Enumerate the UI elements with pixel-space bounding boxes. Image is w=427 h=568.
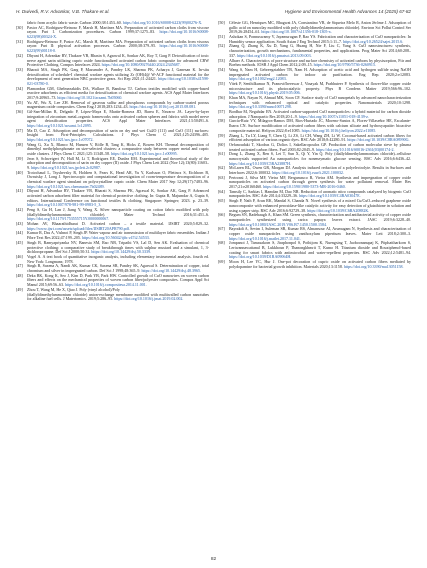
reference-text: Mohan AV, Bhaarathidhurai D. Activated carbon – a textile material. IJSIRT 2020;5:829–32. [27,221,209,227]
reference-entry [218,241,411,259]
reference-doi-link[interactable]: https://doi.org/10.1016/S0008-6223(99)00276-X. [122,21,203,25]
reference-entry [218,260,411,269]
reference-entry [218,68,411,82]
reference-entry [16,208,209,222]
reference-text: Jeon S, Schweigert IV, Hall M, Li T, Rodriguez EE, Dunlea EM. Experimental and theoretical study of the adsorption and decomposition of sarin on dry copper (II) oxide. J Phys Chem Lett 2022 (Nov 12);13(80):11603–9. [27,155,209,170]
reference-doi-link[interactable]: https://doi.org/10.1016/j.cej.2015.08.081. [129,104,197,110]
reference-text: Rodríguez-Reinoso F, Pastor AC, Marsh H, Martínez MA. Preparation of activated carbon cloths from viscous rayon: Part II: physical activation processes. Carbon 2000;38:379–95. [27,38,209,49]
reference-text: Vitek P, Senthilkumar N, Pranovičheeswar J, Vinayak M, Prabhuteer P. Synthesis of flower-like copper oxide microstructure and its photocatalytic property. Phys B Condens Matter 2019;566:96–102. [229,80,411,91]
reference-text: Pertronsi J, Silva MF, Vieira MF, Bergamasco R, Vieira AM. Synthesis and impregnation of copper oxide nanoparticles on activated carbon through green synthesis for water pollutant removal. Mater Res 2017;21:e20160460. [229,174,411,190]
reference-text: Jompanoi J, Tamasakorn S, Jiraphonpol S, Pothijom K, Nuengsing T, Jaoboonanupaj K, Pitphattharkorn S, Lertwannawattanal B, Lukkhoun P, Thanongkhmrit T, Kumo H. Titanium dioxide and Rouxiphenol-based coating for smart fabrics with antimicrobial and water-repellent properties. RSC Adv 2022;12:5481–94. [229,240,411,255]
reference-text: Yu AT, Wu X, Lee ZH. Removal of gaseous sulfur and phosphorus compounds by carbon-coated porous magnesium oxide composites. Chem Eng J 2018;283:1234–43. [27,99,209,110]
reference-doi-link[interactable]: https://doi.org/10.1016/j.physb.2019.05.006. [229,90,301,96]
reference-doi-link[interactable]: https://doi.org/10.1039/C8RA08990G. [347,137,410,143]
reference-text: Moon H, Lee YC, Hur J. One-pot decoration of cupric oxide on activated carbon fibers mediated by polydopamine for bacterial growth inhibition. Materials 2020;13:1158. [229,259,411,269]
reference-number: [57] [218,109,225,115]
reference-entry [218,119,411,133]
reference-doi-link[interactable]: https://doi.org/10.1021/acs.chemmater.7b02489. [27,183,105,189]
reference-number: [56] [218,95,225,100]
reference-doi-link[interactable]: https://doi.org/10.3390/ma13051158. [343,263,404,269]
reference-entry [16,293,209,302]
reference-text: Pastor AC, Rodríguez-Reinoso F, Marsh H, Martínez MA. Preparation of activated carbon cloths from viscose rayon. Part I. Carbonization procedures. Carbon 1999;37:1275–83. [27,24,209,35]
reference-number: [52] [218,43,225,49]
reference-text: Vogel A. A text book of quantitative inorganic analysis, including elementary instrumental analysis. fourth ed. New York: Longmans; 1978. [27,253,209,264]
reference-doi-link[interactable]: https://doi.org/10.1590/1980-5373-MR-2016-0460. [263,184,346,190]
reference-entry [218,213,411,227]
reference-number: [67] [218,226,225,232]
reference-entry [218,21,411,35]
reference-number: [40] [16,169,23,175]
reference-text: Plamondon GM, Ghelmezakidis DA, Wallace B, Bandosz TJ. Carbon textiles modified with copper-based reactive adsorbents as efficient media for detoxification of chemical warfare agents. ACS Appl Mater Interfaces 2017;9:20965–73. [27,85,209,100]
reference-number: [47] [16,263,23,269]
reference-number: [68] [218,240,225,246]
reference-doi-link[interactable]: https://doi.org/10.14429/dsj.50.3339. [91,249,151,255]
reference-entry [218,96,411,110]
reference-doi-link[interactable]: https://doi.org/10.56042/ijftr.v47i2.54533. [81,235,150,241]
reference-number: [69] [218,259,225,265]
reference-text: Oefanoudaki T, Skodras G, Dolios I, Sakellaropoulos GP. Production of carbon molecular sieve by plasma treated activated carbon fibers. Fuel 2003;82:2045–9. [229,141,411,152]
reference-number: [33] [16,66,23,72]
reference-text: Zhang Q, Zhang K, Xu D, Yang G, Huang H, Nie F, Liu C, Yang S. CuO nanostructures: synthesis, characterization, growth mechanisms, fundamental properties, and applications. Prog Mater Sci 2014;60:208–337. [229,43,411,58]
reference-entry [16,87,209,101]
reference-doi-link[interactable]: https://doi.org/10.1007/978-981-99-0983-5_3. [27,202,102,208]
reference-text: Begum SN, Radebaugh A, Khan SM. Green synthesis, characterization and antibacterial activity of copper oxide nanoparticles synthesized using carica papaya leaves extract. JASC 2019;6:3228–40. [229,212,411,222]
reference-doi-link[interactable]: https://doi.org/10.1016/S0016-2361(03)00174-2. [315,146,395,152]
reference-number: [62] [218,165,225,171]
reference-doi-link[interactable]: https://doi.org/10.1021/acsami.1c12095. [27,122,92,128]
reference-doi-link[interactable]: https://doi.org/10.1038/s41598-021-03780-0. [27,76,209,86]
reference-number: [37] [16,127,23,133]
reference-text: Khan MA, Nayan N, Ahmad MK, Soon CF. Surface study of CuO nanopetals by advanced nanocharacterization techniques with enhanced optical and catalytic properties. Nanomaterials 2020;10:1298. [229,95,411,105]
reference-number: [49] [16,286,23,292]
reference-text: Ma D, Cao Z. Adsorption and decomposition of sarin on dry and wet Cu2O (111) and CuO (111) surfaces: Insight from First-Principles Calculations. J Phys Chem C 2021;125:24396–405. [27,127,209,138]
reference-entry [16,26,209,40]
reference-number: [31] [16,38,23,44]
reference-entry [16,129,209,143]
reference-text: Dhyani H, Advankar RV, Thakare VB, Bhasin S, Agarwal K, Sonkar AK, Roy T, Garg P. Detoxification of toxic nerve agent sarin utilizing cupric oxide functionalized activated carbon fabric composite for advanced CBW Protective Clothing. Compos Interfaces 2024. [27,52,209,68]
reference-text: Dhyani H, Advankar RV, Thakare VB, Bharati S, Sharma PK, Agrawal K, Sonkar AK, Garg P. Advanced activated carbon adsorbent filter material for chemical protective clothing. In: Gupta R, Majumdar A, Gupta S, editors. International Conference on functional textiles & clothing. Singapore: Springer; 2023. p. 23–39. [27,188,209,203]
reference-entry [16,110,209,128]
reference-number: [50] [218,21,225,25]
reference-doi-link[interactable]: https://doi.org/10.1080/09276440.2024.2345687. [101,62,181,68]
reference-entry [218,152,411,166]
reference-doi-link[interactable]: https://doi.org/10.1016/S0008-6223(98)00324-X. [27,29,209,40]
reference-text: Singh P, Nath P, Arun RK, Mandal S, Chanda N. Novel synthesis of a mixed Cu/CuO–reduced graphene oxide nanocomposite with enhanced peroxidase-like catalytic activity for easy detection of glutathione in solution and using a paper strip. RSC Adv 2016;6:92729–38. [229,198,411,213]
reference-text: García-Ruiz VY, Milagros-Ramos DM, Rios-Hurtado JC, Moreno-Santos A, Flores-Villaseñor HE, Escalante-Ibarra CN. Surface modification of activated carbon fibers with calcium silicate and hydroxyapatite: bioactive composite material. Heliyon 2022;8:e11085. [229,118,411,133]
reference-column-left [16,21,209,555]
reference-number: [66] [218,212,225,218]
reference-number: [45] [16,239,23,245]
reference-text: Zhou T, Wang M, He X, Qiao J. Poly (vinyl alcohol)/Poly [27,286,120,292]
reference-entry [218,199,411,213]
reference-text: Ashokan S, Ponnuswamy V, Jayamurugan P, Rao YS. Fabrication and characterization of CuO nanoparticles: In Humidity sensor application. South Asian J Eng Technol 2015;1:11–7. [229,34,411,44]
reference-entry [16,241,209,255]
reference-doi-link[interactable]: https://doi.org/10.1039/C4RA03047E. [299,193,361,199]
reference-number: [59] [218,132,225,138]
reference-entry [16,40,209,54]
reference-doi-link[interactable]: https://doi.org/10.3390/nano10071298. [229,104,292,110]
reference-columns [16,21,411,555]
reference-doi-link[interactable]: https://doi.org/10.1039/D1RA09064H. [229,254,292,260]
page-number: 82 [210,557,217,562]
reference-text: Wang S, Nam H, Gebreegziabher TB, Nam H. Adsorption of acetic acid and hydrogen sulfide using NaOH impregnated activated carbon for indoor air purification. Eng Rep. 2020;2:e12083. [229,66,411,77]
reference-doi-link[interactable]: https://doi.org/10.1021/acs.jpclett.2c02987. [31,164,101,170]
reference-doi-link[interactable]: https://doi.org/10.1016/j.pmatsci.2013.09.003. [237,52,312,58]
reference-doi-link[interactable]: https://doi.org/10.1016/S0008-6223(99)00118-0. [27,43,209,54]
reference-number: [58] [218,118,225,124]
header-authors: H. Dwivedi, R.V. Advankar, V.B. Thakare et al. [16,9,110,14]
reference-text: Wang G, Xu X, Blanco M, Hansen V, Rölle B, Tang K, Hicks Z, Bowen KH. Thermal decomposition of dimethyl methylphosphonate on size-selected clusters: a comparative study between copper metal and cupric oxide clusters. J Phys Chem C 2021;125:11348–58. [27,141,209,156]
reference-text: Céleste GG, Henriques MC, Bhagwat JA, Constantino VR, de Siqueira Melo R, Anton Jérôme J. Adsorption of gallic acid on nanoclay modified with poly (diallyldimethylammonium chloride). Environ Sci Pollut Control Ser 2019;26:28454–61. [229,21,411,35]
reference-text: Bayrakdi A, Sevim I, Suleman SB, Kumar RS, Almansour AI, Arumugam N, Synthesis and characterization of copper oxide nanoparticles using zanthoxylum piperitum leaves. Mater Lett 2018;2:300–3. [229,226,411,236]
reference-entry [16,68,209,86]
reference-text: Bordbar M, Negahdar EN. Activated carbon-supported CuO nanoparticles: a hybrid material for carbon dioxide adsorption. J Nanopartic Res 2018;20:1–9. [229,109,411,119]
reference-number: [32] [16,52,23,58]
reference-text: McLaren RL, Owen GR, Morgan DJ. Analysis induced reduction of a polyelectrolyte. Results in Surfaces and Interfaces 2022;6:100032. [229,165,411,175]
reference-number: [42] [16,207,23,212]
reference-number: [64] [218,188,225,194]
reference-number: [30] [16,24,23,30]
reference-doi-link[interactable]: https://doi.org/10.1002/eng2.12083. [229,76,287,82]
reference-number: [53] [218,57,225,63]
header-journal: Hygiene and Environmental Health Advances 14 (2025) 67-82 [284,9,411,14]
reference-entry [218,82,411,96]
reference-doi-link[interactable]: https://www.ijsrt.com/assets/upload/files/IJSIRT20APR790.pdf. [27,225,131,231]
reference-number: [44] [16,230,23,236]
reference-entry [16,189,209,207]
reference-text: Tamsily C, Sarkias I, Hamdan M, Dao NR. Reduction of aromatic nitro compounds catalyzed by biogenic CuO nanoparticles. RSC Adv 2014;4:33229–36. [229,188,411,199]
reference-text: Dong L, Zhang X, Ren S, Lei T, Sun X, Qi Y, Yin Q. Poly (diallyldimethylammonium chloride)–cellulose nanocrystals supported Au nanoparticles for nonenzymatic glucose sensing. RSC Adv 2016;6:6436–42. [229,151,411,161]
reference-number: [46] [16,253,23,259]
reference-number: [60] [218,141,225,147]
reference-entry [218,227,411,241]
reference-text: Gil-San-Millan R, Delgado P, López-Maya E, Martín-Romera JD, Barea E, Navarro JA. Layer-by-layer integration of zirconium metal–organic frameworks onto activated carbon spheres and fabrics with model nerve agent detoxification properties. ACS Appl Mater Interfaces 2021;13:50491–6. [27,109,209,124]
reference-number: [65] [218,198,225,204]
reference-number: [63] [218,174,225,180]
reference-doi-link[interactable]: https://doi.org/10.1016/j.heliyon.2022.e11085. [301,127,377,133]
reference-entry [16,54,209,68]
reference-text: Bharati MA, Singh PK, Garg P, Mazumder A, Pandey LK, Sharma PK, Acharya J, Ganesan K. In-situ detoxification of schedule-I chemical warfare agents utilizing Zr (OH)4@ W-ACF functional material for the development of next generation NBC protective gears. Sci Rep 2021;11:24421. [27,66,209,82]
reference-text: Alhaer A. Characteristics of pore structure and surface chemistry of activated carbons by physisorption, Ftir and Boehm methods. IOSR J Appl Chem 2012;2:09–15. [229,57,411,68]
reference-number: [39] [16,155,23,161]
reference-number: [38] [16,141,23,147]
reference-doi-link[interactable]: https://doi.org/10.1016/j.matlet.2017.11.041. [229,235,301,241]
reference-doi-link[interactable]: https://doi.org/10.9790/5736-0260915. [313,62,376,68]
reference-text: Peng S, Gu H, Lan J, Jiang Y, Wang X. Silver nanoparticle coating on cotton fabric modified with poly (diallyldimethylammonium chloride). Mater Technol 2016;31:451–6. [27,207,209,217]
reference-doi-link[interactable]: https://doi.org/10.1016/j.compositesa.2014.11.001. [65,282,147,287]
reference-number: [41] [16,188,23,194]
reference-doi-link[interactable]: https://doi.org/10.26524/sajet.2015.6. [343,38,404,44]
reference-number: [48] [16,272,23,278]
reference-number: [43] [16,221,23,227]
reference-doi-link[interactable]: https://doi.org/10.1016/j.jmat.2019.02.002. [114,296,184,302]
reference-number: [36] [16,109,23,115]
running-header [16,9,411,19]
reference-text: Singh B, Saxena A, Nandi AK, Kumar CK, Saxena SR, Pandey SK, Agarwal S. Determination of copper, total chromium and silver in impregnated carbon. Def Sci J 1998;48:365–9. [27,263,209,273]
reference-number: [51] [218,34,225,40]
reference-doi-link[interactable]: https://doi.org/10.14429/dsj.48.3965. [141,267,202,273]
reference-doi-link[interactable]: https://doi.org/10.1021/acs.jpcc.1c00995. [111,150,178,156]
reference-number: [54] [218,66,225,72]
reference-doi-link[interactable]: https://doi.org/10.1021/acs.jpcc.1c07072. [27,136,94,142]
reference-doi-link[interactable]: https://doi.org/10.1179/1753555715Y.0000000067. [27,216,110,222]
reference-text: Singh B, Ramyapriyanka NV, Banesia SM, Rao NB, Tripathi VS, Lal D, Sen AK. Evaluation of chemical protective clothing: a comparative study of breakthrough times with sulphur mustard and a simulant, 1, 3-dichloropropane. Def Sci J 2000;50:31. [27,239,209,255]
reference-column-right [218,21,411,555]
reference-entry [16,274,209,288]
reference-doi-link[interactable]: https://doi.org/10.1080/JASC.2019.V06.B7.1450.1500.1584. [229,221,327,227]
reference-doi-link[interactable]: https://doi.org/10.1016/j.rsurfi.2021.100032. [272,170,344,175]
reference-text: Deka BK, Kong K, Seo J, Kim D, Park YB, Park HW. Controlled growth of CuO nanowires on woven carbon fibers and effects on the mechanical properties of woven carbon fiber/polyester composites. Compos Appl Sci Manuf 2015;69:56–63. [27,272,209,287]
reference-entry [16,157,209,171]
reference-number: [35] [16,99,23,105]
reference-entry [16,171,209,189]
reference-doi-link[interactable]: https://doi.org/10.1021/acsami.7b05060. [57,94,123,100]
reference-text: Kumar R, Das A, Vishnoi P, Singh JP. Water vapour and air transmission of multilayer fabric ensembles. Indian J Fibre Text Res 2022;47:199–205. [27,230,209,241]
reference-text: fabric from acrylic fabric waste. Carbon 2000;38:1453–60. [27,21,123,25]
reference-doi-link[interactable]: https://doi.org/10.1039/C5RA23887H. [229,160,292,166]
reference-number: [61] [218,151,225,157]
reference-number: [55] [218,80,225,86]
reference-entry [218,176,411,190]
reference-doi-link[interactable]: https://doi.org/10.1039/C6RA20882K. [307,207,370,213]
reference-number: [34] [16,85,23,91]
reference-doi-link[interactable]: https://doi.org/10.1007/s11051-018-4139-z. [298,113,369,119]
reference-text: Zhang L, Tu LY, Liang Y, Chen Q, Li ZS, Li CH, Wang ZH, Li W. Coconut-based activated carbon fibers for efficient adsorption of various organic dyes. RSC Adv 2018;8:42280–91. [229,132,411,143]
reference-text: (diallyldimethylammonium chloride) anion-exchange membrane modified with multiwalled carbon nanotubes for alkaline fuel cells. J Materiomics. 2019;5:286–95. [27,291,209,302]
reference-entry [16,143,209,157]
reference-text: Trotochaud L, Tsyshevsky R, Holdren S, Fears K, Head AR, Yu Y, Karlsson O, Pletincx S, Eichhorn B, Owrutsky J, Long J. Spectroscopic and computational investigation of room-temperature decomposition of a chemical warfare agent simulant on polycrystalline cupric oxide. Chem Mater 2017 Sep 12;29(17):7483–96. [27,169,209,184]
reference-doi-link[interactable]: https://doi.org/10.1007/s11356-018-1305-x. [261,29,332,35]
reference-entry [218,44,411,58]
